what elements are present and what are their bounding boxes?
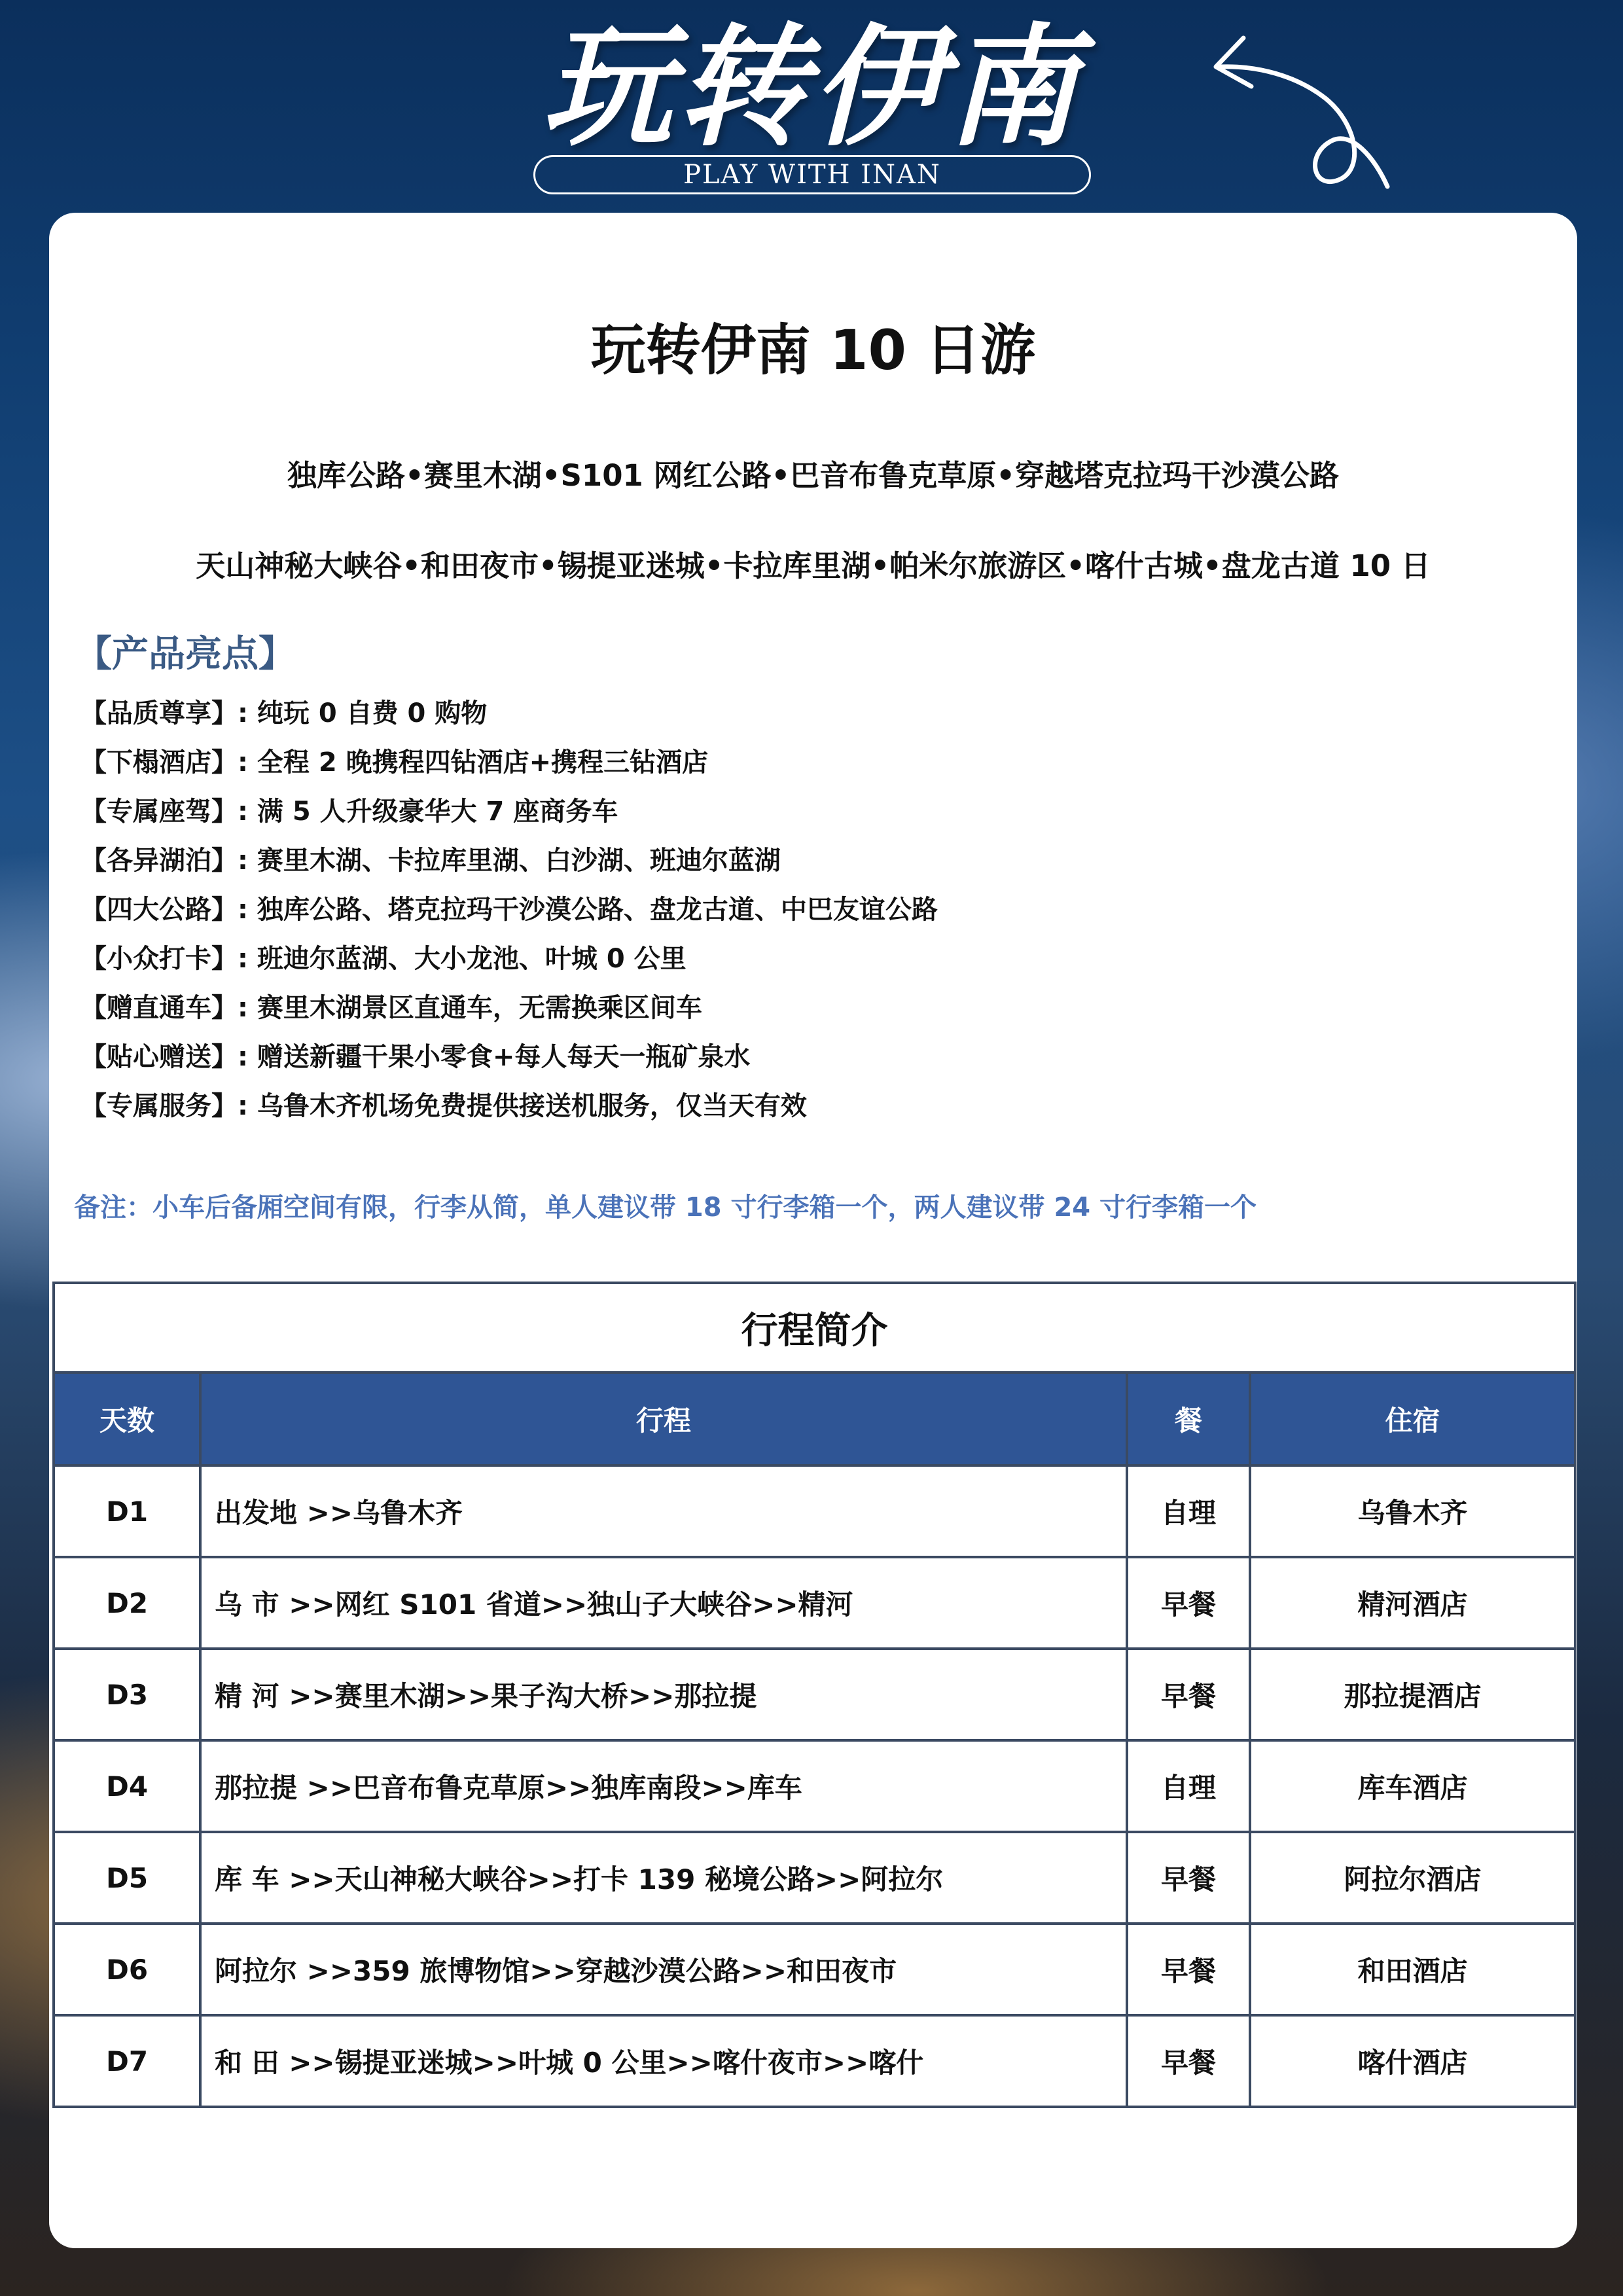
- table-caption: 行程简介: [54, 1283, 1575, 1372]
- table-row: [54, 1832, 1575, 1924]
- column-header-meal: 餐: [1127, 1372, 1250, 1465]
- hotel-cell: 喀什酒店: [1250, 2015, 1575, 2107]
- table-row: [54, 1924, 1575, 2015]
- day-cell: D2: [54, 1557, 200, 1649]
- meal-cell: 早餐: [1127, 1832, 1250, 1924]
- column-header-hotel: 住宿: [1250, 1372, 1575, 1465]
- route-summary-line: 独库公路•赛里木湖•S101 网红公路•巴音布鲁克草原•穿越塔克拉玛干沙漠公路: [287, 458, 1340, 493]
- highlight-item: 【贴心赠送】: 赠送新疆干果小零食+每人每天一瓶矿泉水: [80, 1042, 751, 1072]
- day-cell: D6: [54, 1924, 200, 2015]
- meal-cell: 自理: [1127, 1465, 1250, 1557]
- route-cell: 出发地 >>乌鲁木齐: [200, 1465, 1127, 1557]
- highlight-item: 【赠直通车】: 赛里木湖景区直通车，无需换乘区间车: [80, 993, 702, 1023]
- header-title: 玩转伊南: [541, 12, 1081, 164]
- hotel-cell: 阿拉尔酒店: [1250, 1832, 1575, 1924]
- day-cell: D3: [54, 1649, 200, 1740]
- hotel-cell: 库车酒店: [1250, 1740, 1575, 1832]
- day-cell: D4: [54, 1740, 200, 1832]
- luggage-note: 备注：小车后备厢空间有限，行李从简，单人建议带 18 寸行李箱一个，两人建议带 24 寸行李箱一个: [74, 1193, 1257, 1223]
- route-cell: 乌 市 >>网红 S101 省道>>独山子大峡谷>>精河: [200, 1557, 1127, 1649]
- day-cell: D1: [54, 1465, 200, 1557]
- route-summary-line: 天山神秘大峡谷•和田夜市•锡提亚迷城•卡拉库里湖•帕米尔旅游区•喀什古城•盘龙古道 10 日: [196, 548, 1431, 583]
- meal-cell: 早餐: [1127, 1557, 1250, 1649]
- highlight-item: 【专属座驾】: 满 5 人升级豪华大 7 座商务车: [80, 797, 618, 827]
- meal-cell: 早餐: [1127, 2015, 1250, 2107]
- hotel-cell: 和田酒店: [1250, 1924, 1575, 2015]
- table-row: [54, 1740, 1575, 1832]
- route-cell: 和 田 >>锡提亚迷城>>叶城 0 公里>>喀什夜市>>喀什: [200, 2015, 1127, 2107]
- highlight-item: 【专属服务】: 乌鲁木齐机场免费提供接送机服务，仅当天有效: [80, 1091, 807, 1121]
- header-subtitle: PLAY WITH INAN: [533, 155, 1091, 194]
- table-row: [54, 2015, 1575, 2107]
- hotel-cell: 乌鲁木齐: [1250, 1465, 1575, 1557]
- hotel-cell: 那拉提酒店: [1250, 1649, 1575, 1740]
- route-cell: 那拉提 >>巴音布鲁克草原>>独库南段>>库车: [200, 1740, 1127, 1832]
- column-header-day: 天数: [54, 1372, 200, 1465]
- curved-arrow-icon: [1191, 26, 1400, 196]
- highlight-item: 【下榻酒店】: 全程 2 晚携程四钻酒店+携程三钻酒店: [80, 747, 709, 778]
- highlight-item: 【品质尊享】: 纯玩 0 自费 0 购物: [80, 698, 488, 728]
- route-cell: 库 车 >>天山神秘大峡谷>>打卡 139 秘境公路>>阿拉尔: [200, 1832, 1127, 1924]
- table-row: [54, 1649, 1575, 1740]
- route-cell: 精 河 >>赛里木湖>>果子沟大桥>>那拉提: [200, 1649, 1127, 1740]
- highlight-item: 【小众打卡】: 班迪尔蓝湖、大小龙池、叶城 0 公里: [80, 944, 687, 974]
- day-cell: D7: [54, 2015, 200, 2107]
- highlight-item: 【四大公路】: 独库公路、塔克拉玛干沙漠公路、盘龙古道、中巴友谊公路: [80, 895, 938, 925]
- column-header-route: 行程: [200, 1372, 1127, 1465]
- meal-cell: 自理: [1127, 1740, 1250, 1832]
- itinerary-card: [49, 213, 1577, 2248]
- table-row: [54, 1557, 1575, 1649]
- highlights-heading: 【产品亮点】: [75, 633, 295, 675]
- hotel-cell: 精河酒店: [1250, 1557, 1575, 1649]
- day-cell: D5: [54, 1832, 200, 1924]
- trip-title: 玩转伊南 10 日游: [590, 318, 1036, 382]
- highlight-item: 【各异湖泊】: 赛里木湖、卡拉库里湖、白沙湖、班迪尔蓝湖: [80, 846, 781, 876]
- route-cell: 阿拉尔 >>359 旅博物馆>>穿越沙漠公路>>和田夜市: [200, 1924, 1127, 2015]
- table-row: [54, 1465, 1575, 1557]
- meal-cell: 早餐: [1127, 1924, 1250, 2015]
- meal-cell: 早餐: [1127, 1649, 1250, 1740]
- highlights-list: [80, 689, 938, 1131]
- schedule-table: [52, 1282, 1577, 2108]
